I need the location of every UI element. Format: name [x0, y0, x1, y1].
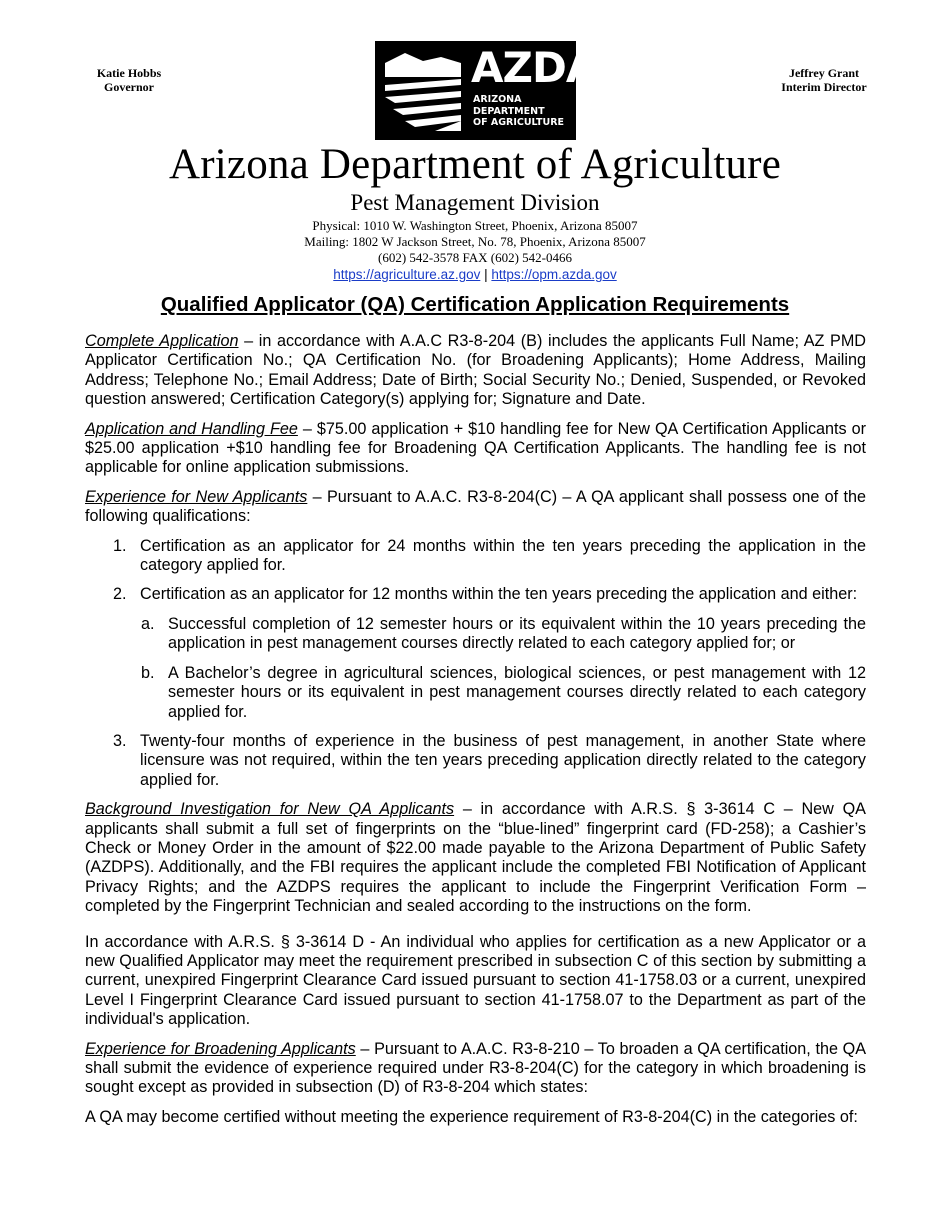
phone-fax: (602) 542-3578 FAX (602) 542-0466: [377, 250, 573, 265]
sub-list-item: [85, 615, 866, 654]
broadening-paragraph: [85, 1040, 866, 1098]
sub-list-letter: b.: [141, 663, 155, 682]
complete-application-text: – in accordance with A.A.C R3-8-204 (B) includes the applicants Full Name; AZ PMD Applicator Certification No.; QA Certification No. (for Broadening Applicants); Home Address, Mailing Address; Telephone No.; Email Address; Date of Birth; Social Security No.; Denied, Suspended, or Revoked question answered; Certification Category(s) applying for; Signature and Date.: [85, 332, 867, 409]
opm-link[interactable]: https://opm.azda.gov: [491, 267, 617, 282]
list-number: 2.: [113, 585, 127, 604]
experience-new-heading: Experience for New Applicants: [85, 487, 308, 506]
logo-line-2: DEPARTMENT: [473, 105, 545, 117]
website-links: [0, 266, 950, 283]
broadening-text: – Pursuant to A.A.C. R3-8-210 – To broaden a QA certification, the QA shall submit the evidence of experience required under R3-8-204(C) for the category in which broadening is sought except as provided in subsection (D) of R3-8-204 which states:: [85, 1039, 867, 1097]
experience-new-text: – Pursuant to A.A.C. R3-8-204(C) – A QA applicant shall possess one of the following qualifications:: [85, 487, 866, 526]
division-title: Pest Management Division: [350, 190, 600, 215]
list-text: Certification as an applicator for 24 months within the ten years preceding the application in the category applied for.: [140, 536, 866, 575]
broadening-heading: Experience for Broadening Applicants: [85, 1039, 356, 1058]
list-number: 1.: [113, 536, 127, 555]
requirements-body: [85, 332, 866, 1137]
document-title: Qualified Applicator (QA) Certification Application Requirements: [160, 293, 790, 316]
arizona-map-icon: [375, 41, 470, 140]
governor-title: Governor: [104, 80, 154, 94]
list-item: [85, 537, 866, 576]
director-title: Interim Director: [781, 80, 867, 94]
background-heading: Background Investigation for New QA Applicants: [85, 800, 455, 819]
department-title: Arizona Department of Agriculture: [169, 141, 781, 188]
fee-text: – $75.00 application + $10 handling fee for New QA Certification Applicants or $25.00 application +$10 handling fee for Broadening QA Certification Applicants. The handling fee is not applicable for online application submissions.: [85, 419, 866, 477]
sub-list-item: [85, 664, 866, 722]
background-paragraph: [85, 800, 866, 916]
sub-list-letter: a.: [141, 614, 155, 633]
experience-new-paragraph: [85, 488, 866, 527]
director-name: Jeffrey Grant: [788, 66, 860, 80]
azda-logo: [375, 41, 598, 140]
physical-address: Physical: 1010 W. Washington Street, Phoenix, Arizona 85007: [312, 218, 638, 233]
fee-paragraph: [85, 420, 866, 478]
list-text: Certification as an applicator for 12 months within the ten years preceding the application and either:: [140, 585, 858, 604]
background-text: – in accordance with A.R.S. § 3-3614 C – New QA applicants shall submit a full set of fingerprints on the “blue-lined” fingerprint card (FD-258); a Cashier’s Check or Money Order in the amount of $22.00 made payable to the Arizona Department of Public Safety (AZDPS). Additionally, and the FBI requires the applicant include the completed FBI Notification of Applicant Privacy Rights; and the AZDPS requires the applicant to include the Fingerprint Verification Form – completed by the Fingerprint Technician and sealed according to the instructions on the form.: [85, 800, 866, 916]
complete-application-paragraph: [85, 332, 866, 410]
link-separator: |: [484, 267, 488, 282]
director-block: [772, 66, 876, 94]
list-text: Twenty-four months of experience in the business of pest management, in another State where licensure was not required, within the ten years preceding application directly related to the category applied for.: [140, 731, 866, 789]
ars-paragraph: In accordance with A.R.S. § 3-3614 D - An individual who applies for certification as a new Applicator or a new Qualified Applicator may meet the requirement prescribed in subsection C of this section by submitting a current, unexpired Fingerprint Clearance Card issued pursuant to section 41-1758.03 or a current, unexpired Level I Fingerprint Clearance Card issued pursuant to section 41-1758.07 to the Department as part of the individual's application.: [85, 932, 866, 1029]
governor-name: Katie Hobbs: [96, 66, 162, 80]
sub-list-text: A Bachelor’s degree in agricultural sciences, biological sciences, or pest management with 12 semester hours or its equivalent in pest management courses directly related to each category applied for.: [168, 663, 866, 721]
list-number: 3.: [113, 731, 127, 750]
list-item: [85, 585, 866, 604]
fee-heading: Application and Handling Fee: [85, 419, 298, 438]
governor-block: [88, 66, 170, 94]
logo-abbrev: AZDA: [471, 43, 598, 92]
logo-line-1: ARIZONA: [473, 94, 522, 105]
sub-list-text: Successful completion of 12 semester hours or its equivalent within the 10 years preceding the application in pest management courses directly related to each category applied for; or: [168, 614, 866, 653]
qa-exception-paragraph: A QA may become certified without meeting the experience requirement of R3-8-204(C) in the categories of:: [85, 1107, 858, 1126]
logo-subtitle: [473, 94, 564, 129]
agriculture-link[interactable]: https://agriculture.az.gov: [333, 267, 481, 282]
logo-line-3: OF AGRICULTURE: [473, 117, 565, 128]
list-item: [85, 732, 866, 790]
complete-application-heading: Complete Application: [85, 332, 239, 350]
mailing-address: Mailing: 1802 W Jackson Street, No. 78, Phoenix, Arizona 85007: [304, 234, 646, 249]
